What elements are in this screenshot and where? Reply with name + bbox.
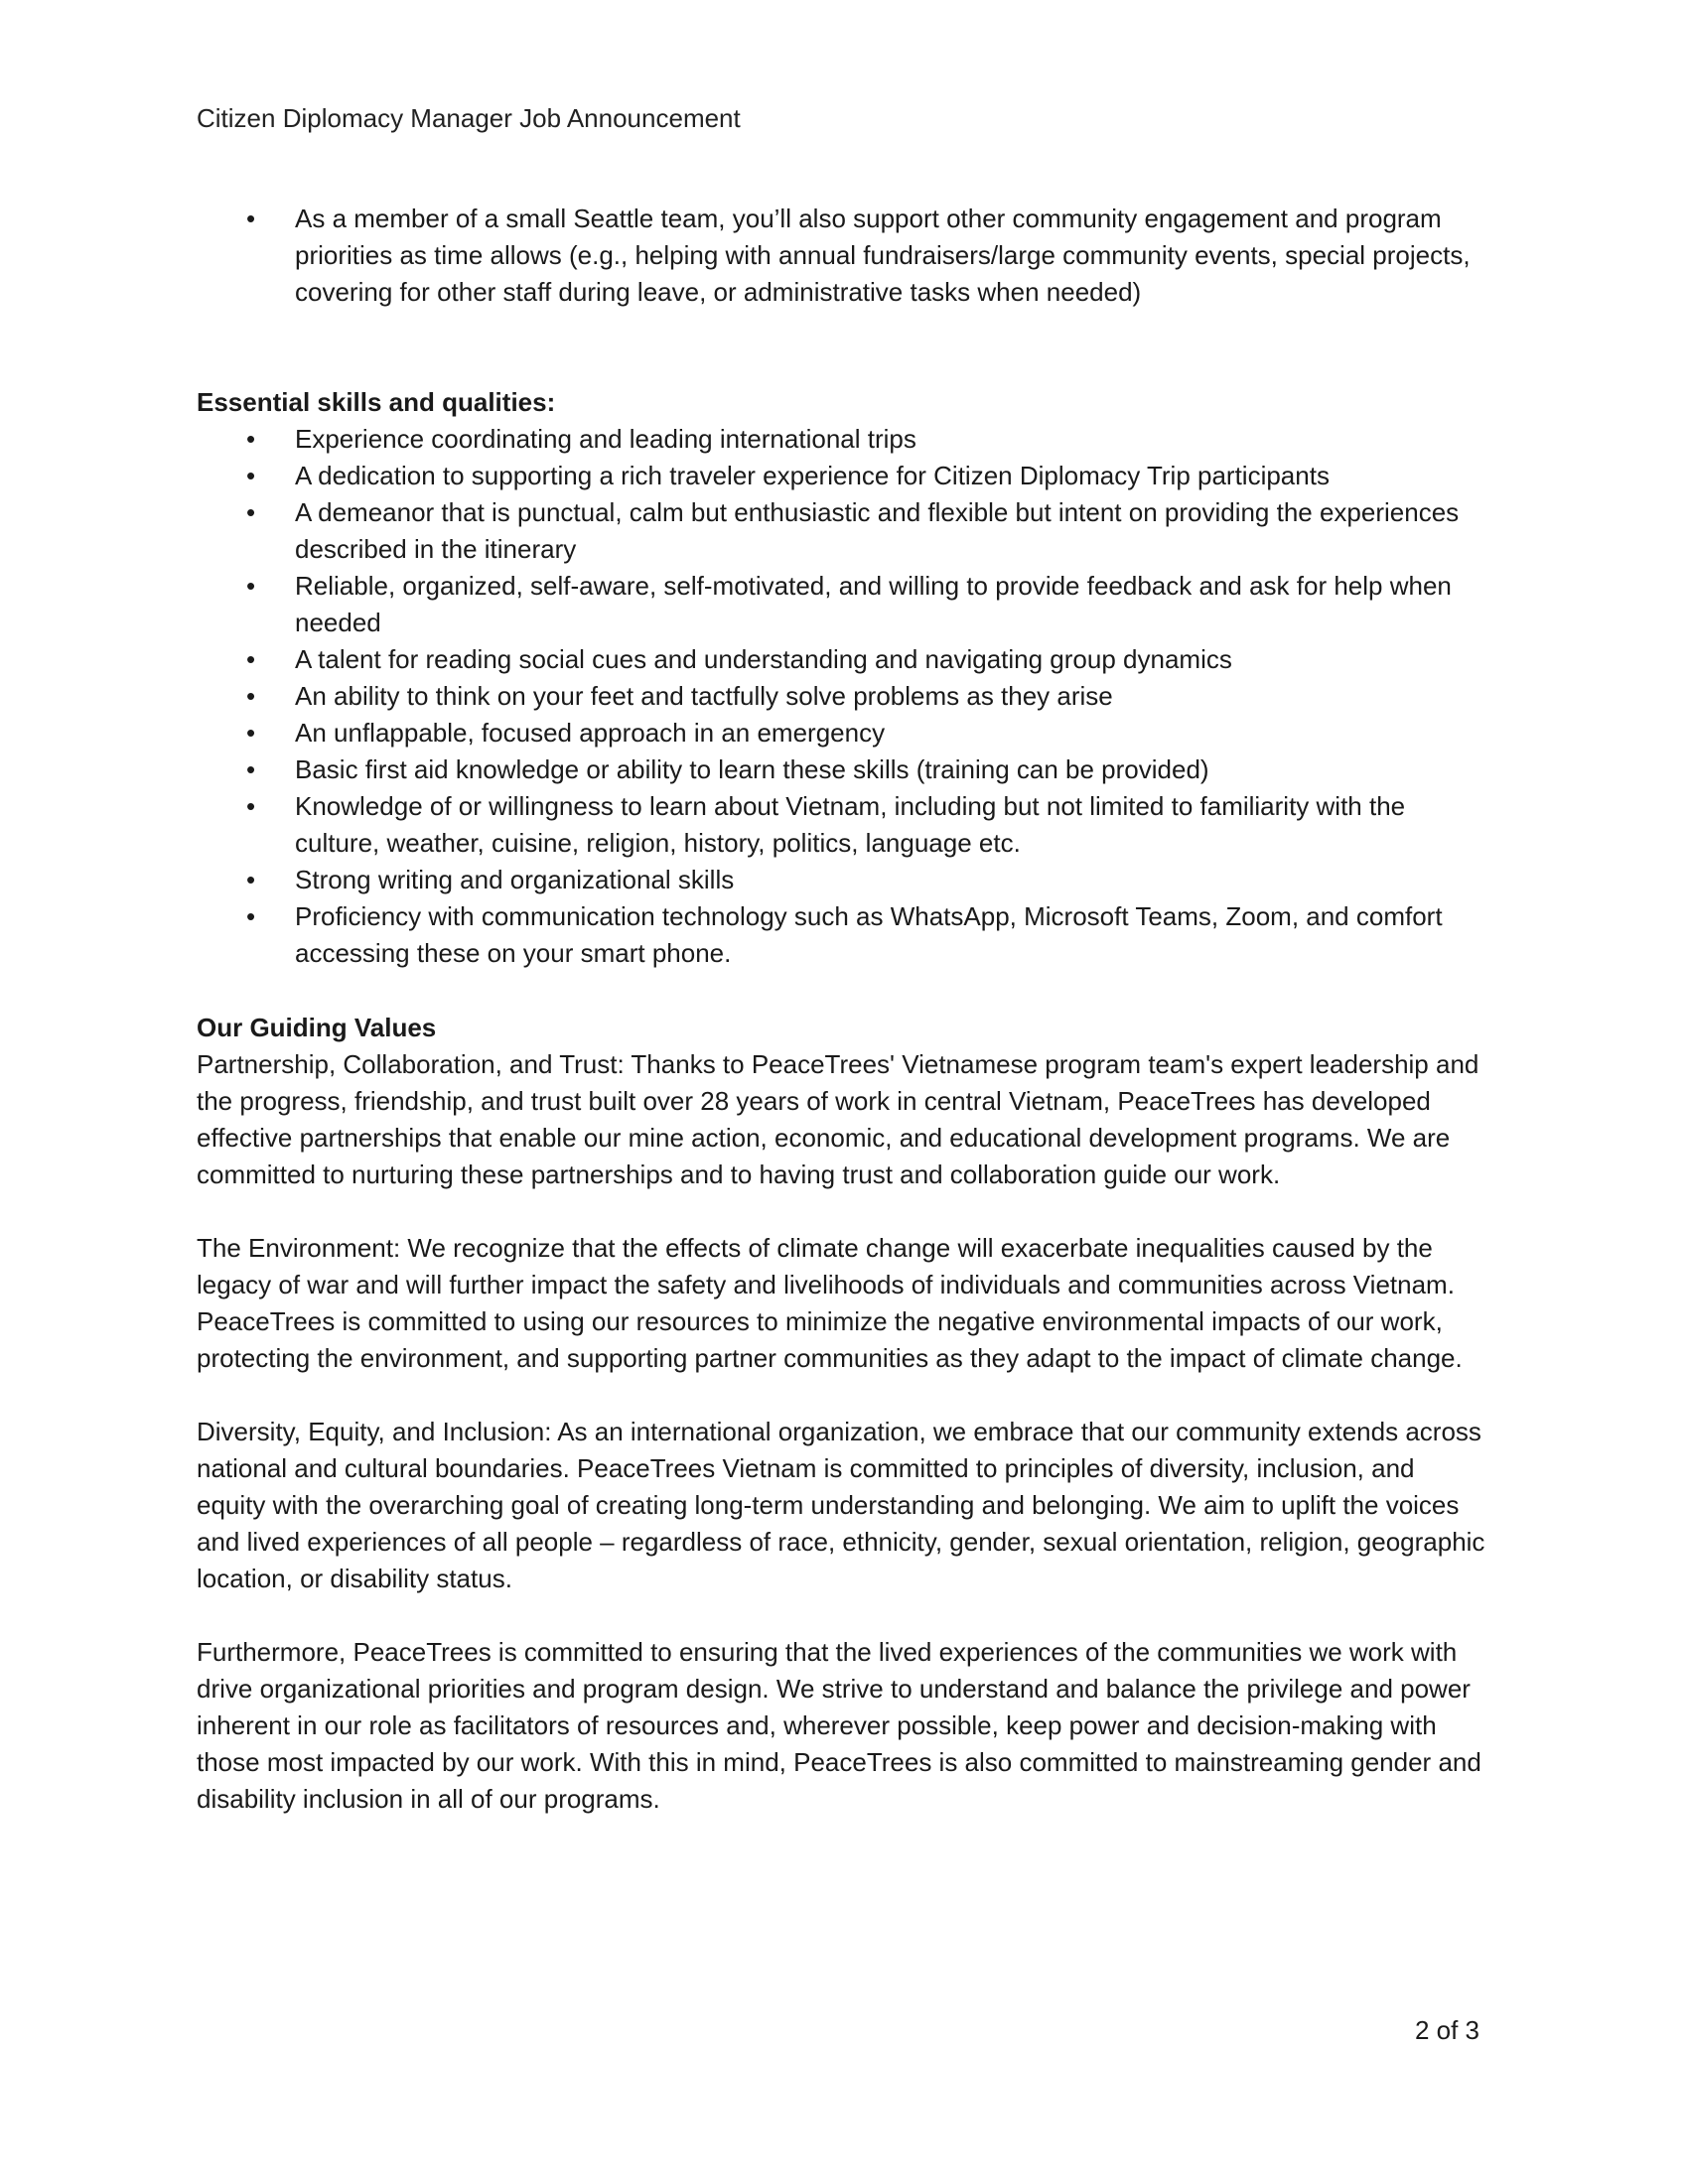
values-paragraph-partnership: Partnership, Collaboration, and Trust: Thanks to PeaceTrees' Vietnamese program team's expert leadership and the progress, friendship, and trust built over 28 years of work in central Vietnam, PeaceTrees has developed effective partnerships that enable our mine action, economic, and educational development programs. We are committed to nurturing these partnerships and to having trust and collaboration guide our work. bbox=[197, 1049, 1479, 1189]
intro-bullet-list bbox=[197, 201, 1487, 311]
list-item: • Proficiency with communication technology such as WhatsApp, Microsoft Teams, Zoom, and comfort accessing these on your smart phone. bbox=[197, 898, 1487, 972]
list-item: • A demeanor that is punctual, calm but enthusiastic and flexible but intent on providing the experiences described in the itinerary bbox=[197, 494, 1487, 568]
list-item: • An ability to think on your feet and tactfully solve problems as they arise bbox=[197, 678, 1487, 715]
values-paragraph-diversity: Diversity, Equity, and Inclusion: As an international organization, we embrace that our community extends across national and cultural boundaries. PeaceTrees Vietnam is committed to principles of diversity, inclusion, and equity with the overarching goal of creating long-term understanding and belonging. We aim to uplift the voices and lived experiences of all people – regardless of race, ethnicity, gender, sexual orientation, religion, geographic location, or disability status. bbox=[197, 1417, 1485, 1593]
list-item: • A talent for reading social cues and understanding and navigating group dynamics bbox=[197, 641, 1487, 678]
list-item: • Reliable, organized, self-aware, self-motivated, and willing to provide feedback and ask for help when needed bbox=[197, 568, 1487, 641]
page-number: 2 of 3 bbox=[1414, 2015, 1479, 2045]
list-item: • Strong writing and organizational skills bbox=[197, 862, 1487, 898]
values-paragraph-furthermore: Furthermore, PeaceTrees is committed to ensuring that the lived experiences of the communities we work with drive organizational priorities and program design. We strive to understand and balance the privilege and power inherent in our role as facilitators of resources and, wherever possible, keep power and decision-making with those most impacted by our work. With this in mind, PeaceTrees is also committed to mainstreaming gender and disability inclusion in all of our programs. bbox=[197, 1637, 1481, 1814]
list-item: • Knowledge of or willingness to learn about Vietnam, including but not limited to familiarity with the culture, weather, cuisine, religion, history, politics, language etc. bbox=[197, 788, 1487, 862]
page-header-title: Citizen Diplomacy Manager Job Announcement bbox=[197, 103, 741, 133]
skills-heading: Essential skills and qualities: bbox=[197, 387, 556, 417]
skills-bullet-list bbox=[197, 421, 1487, 972]
list-item: • Experience coordinating and leading international trips bbox=[197, 421, 1487, 458]
list-item: • An unflappable, focused approach in an emergency bbox=[197, 715, 1487, 751]
list-item: • A dedication to supporting a rich traveler experience for Citizen Diplomacy Trip participants bbox=[197, 458, 1487, 494]
document-body bbox=[197, 201, 1487, 1818]
list-item: • As a member of a small Seattle team, you’ll also support other community engagement and program priorities as time allows (e.g., helping with annual fundraisers/large community events, special projects, covering for other staff during leave, or administrative tasks when needed) bbox=[197, 201, 1487, 311]
list-item: • Basic first aid knowledge or ability to learn these skills (training can be provided) bbox=[197, 751, 1487, 788]
values-heading: Our Guiding Values bbox=[197, 1013, 437, 1042]
values-paragraph-environment: The Environment: We recognize that the effects of climate change will exacerbate inequalities caused by the legacy of war and will further impact the safety and livelihoods of individuals and communities across Vietnam. PeaceTrees is committed to using our resources to minimize the negative environmental impacts of our work, protecting the environment, and supporting partner communities as they adapt to the impact of climate change. bbox=[197, 1233, 1463, 1373]
